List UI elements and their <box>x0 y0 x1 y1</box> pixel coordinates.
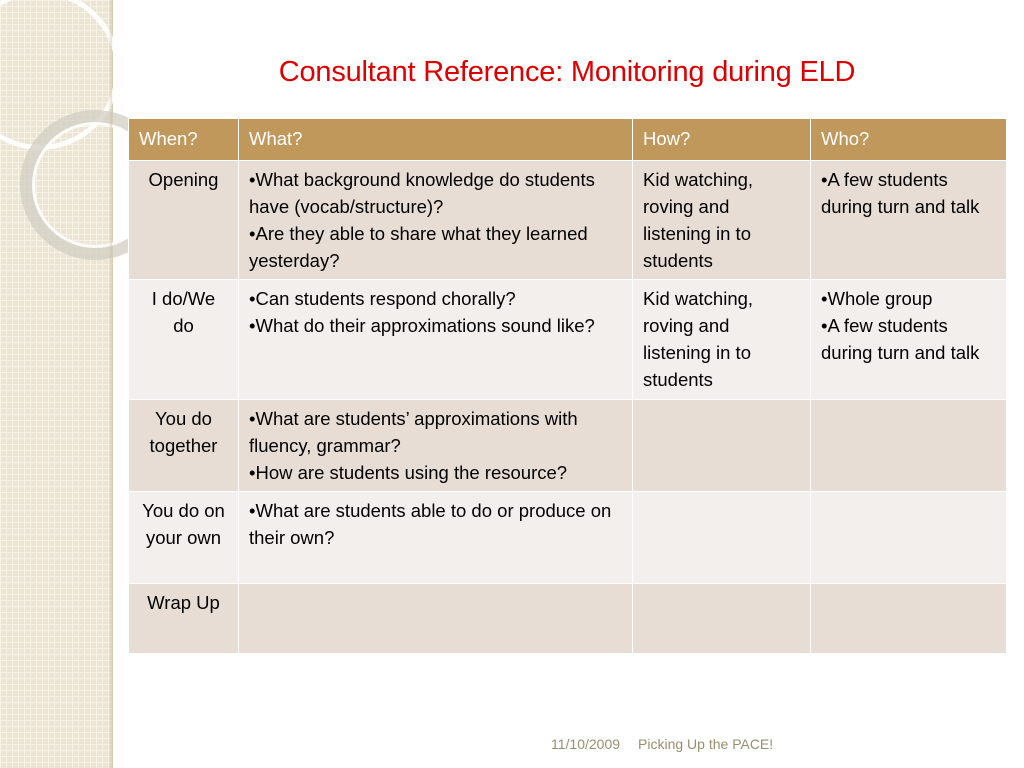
header-how: How? <box>633 119 811 161</box>
cell-how <box>633 492 811 584</box>
what-item: •What do their approximations sound like? <box>249 315 595 336</box>
who-item: •Whole group <box>821 288 933 309</box>
table-row <box>129 161 1007 280</box>
table-header-row <box>129 119 1007 161</box>
cell-who <box>811 492 1007 584</box>
slide-title: Consultant Reference: Monitoring during ELD <box>278 56 856 88</box>
who-item: •A few students during turn and talk <box>821 169 980 217</box>
cell-what <box>239 492 633 584</box>
decorative-side-strip <box>0 0 113 768</box>
table-row <box>129 584 1007 654</box>
footer-caption: Picking Up the PACE! <box>638 736 774 752</box>
table-row <box>129 492 1007 584</box>
reference-table <box>128 118 1007 654</box>
cell-who <box>811 161 1007 280</box>
cell-how <box>633 584 811 654</box>
who-item: •A few students during turn and talk <box>821 315 980 363</box>
what-item: •What background knowledge do students have (vocab/structure)? <box>249 169 595 217</box>
what-item: •Are they able to share what they learned yesterday? <box>249 223 588 271</box>
cell-when: You do together <box>129 400 239 492</box>
cell-what <box>239 161 633 280</box>
what-item: •What are students’ approximations with fluency, grammar? <box>249 408 578 456</box>
cell-how: Kid watching, roving and listening in to students <box>633 161 811 280</box>
cell-when: I do/We do <box>129 280 239 400</box>
what-item: •Can students respond chorally? <box>249 288 516 309</box>
header-who: Who? <box>811 119 1007 161</box>
cell-what <box>239 280 633 400</box>
table-row <box>129 280 1007 400</box>
cell-what <box>239 400 633 492</box>
what-item: •What are students able to do or produce on their own? <box>249 500 612 548</box>
slide-footer <box>551 736 791 752</box>
cell-how: Kid watching, roving and listening in to students <box>633 280 811 400</box>
header-when: When? <box>129 119 239 161</box>
cell-when: You do on your own <box>129 492 239 584</box>
footer-date: 11/10/2009 <box>551 736 621 752</box>
cell-how <box>633 400 811 492</box>
cell-when: Wrap Up <box>129 584 239 654</box>
cell-who <box>811 584 1007 654</box>
table-row <box>129 400 1007 492</box>
cell-what <box>239 584 633 654</box>
cell-when: Opening <box>129 161 239 280</box>
what-item: •How are students using the resource? <box>249 462 568 483</box>
cell-who <box>811 280 1007 400</box>
header-what: What? <box>239 119 633 161</box>
cell-who <box>811 400 1007 492</box>
